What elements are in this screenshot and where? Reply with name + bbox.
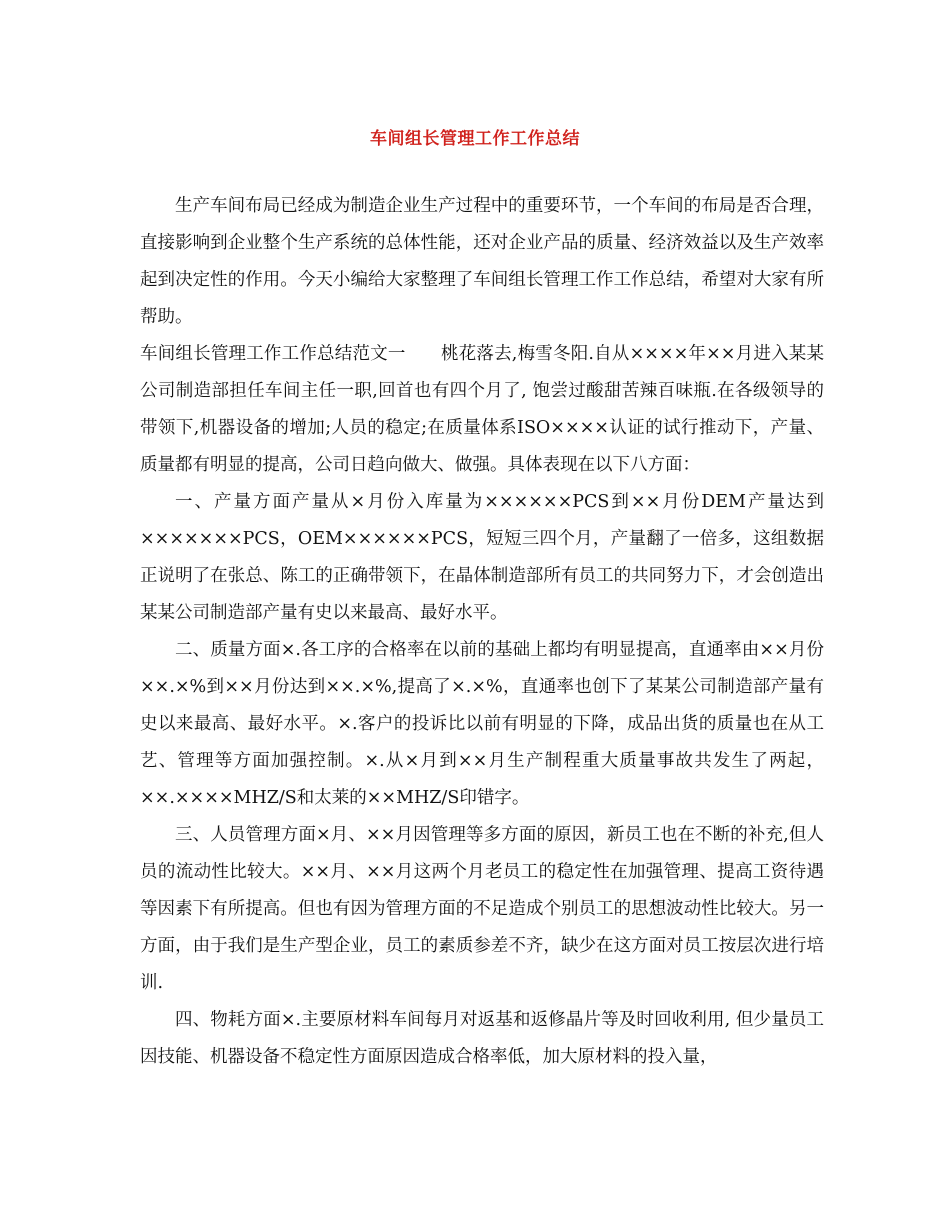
document-body	[140, 188, 824, 1076]
materials-section-paragraph: 四、物耗方面×.主要原材料车间每月对返基和返修晶片等及时回收利用, 但少量员工因技能、机器设备不稳定性方面原因造成合格率低，加大原材料的投入量，	[140, 1010, 824, 1067]
intro-paragraph: 生产车间布局已经成为制造企业生产过程中的重要环节，一个车间的布局是否合理，直接影响到企业整个生产系统的总体性能，还对企业产品的质量、经济效益以及生产效率起到决定性的作用。今天小编给大家整理了车间组长管理工作工作总结，希望对大家有所帮助。	[140, 196, 824, 327]
output-section-paragraph: 一、产量方面产量从×月份入库量为××××××PCS到××月份DEM产量达到×××××××PCS，OEM××××××PCS，短短三四个月，产量翻了一倍多，这组数据正说明了在张总、陈工的正确带领下，在晶体制造部所有员工的共同努力下，才会创造出某某公司制造部产量有史以来最高、最好水平。	[140, 492, 824, 623]
personnel-section-paragraph: 三、人员管理方面×月、××月因管理等多方面的原因，新员工也在不断的补充,但人员的流动性比较大。××月、××月这两个月老员工的稳定性在加强管理、提高工资待遇等因素下有所提高。但也有因为管理方面的不足造成个别员工的思想波动性比较大。另一方面，由于我们是生产型企业，员工的素质参差不齐，缺少在这方面对员工按层次进行培训.	[140, 825, 824, 993]
quality-section-paragraph: 二、质量方面×.各工序的合格率在以前的基础上都均有明显提高，直通率由××月份××.×%到××月份达到××.×%,提高了×.×%，直通率也创下了某某公司制造部产量有史以来最高、最好水平。×.客户的投诉比以前有明显的下降，成品出货的质量也在从工艺、管理等方面加强控制。×.从×月到××月生产制程重大质量事故共发生了两起，××.××××MHZ/S和太莱的××MHZ/S印错字。	[140, 640, 824, 808]
document-title: 车间组长管理工作工作总结	[370, 129, 580, 149]
sample-heading-paragraph: 车间组长管理工作工作总结范文一 桃花落去,梅雪冬阳.自从××××年××月进入某某公司制造部担任车间主任一职,回首也有四个月了, 饱尝过酸甜苦辣百味瓶.在各级领导的带领下,机器设备的增加;人员的稳定;在质量体系ISO××××认证的试行推动下，产量、质量都有明显的提高，公司日趋向做大、做强。具体表现在以下八方面：	[140, 344, 824, 475]
